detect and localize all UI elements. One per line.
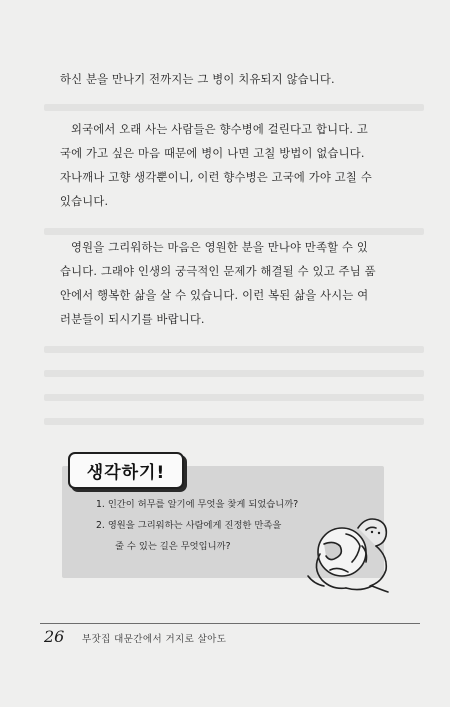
text-line: 자나깨나 고향 생각뿐이니, 이런 향수병은 고국에 가야 고칠 수 [60, 171, 372, 184]
question-2: 2. 영원을 그리워하는 사람에게 진정한 만족을 [96, 520, 282, 531]
bleed-through [44, 394, 424, 401]
text-line: 국에 가고 싶은 마음 때문에 병이 나면 고칠 방법이 없습니다. [60, 147, 365, 160]
think-box-title: 생각하기! [68, 452, 184, 489]
footer-rule [40, 623, 420, 624]
bleed-through [44, 228, 424, 235]
paragraph-2 [60, 118, 394, 214]
text-line: 안에서 행복한 삶을 살 수 있습니다. 이런 복된 삶을 사시는 여 [60, 289, 369, 302]
text-line: 하신 분을 만나기 전까지는 그 병이 치유되지 않습니다. [60, 73, 335, 86]
text-line: 영원을 그리워하는 마음은 영원한 분을 만나야 만족할 수 있 [71, 241, 369, 254]
question-1: 1. 인간이 허무를 알기에 무엇을 찾게 되었습니까? [96, 499, 299, 510]
bleed-through [44, 370, 424, 377]
bleed-through [44, 418, 424, 425]
bleed-through [44, 346, 424, 353]
question-list [96, 494, 328, 557]
paragraph-3 [60, 236, 394, 332]
text-line: 습니다. 그래야 인생의 궁극적인 문제가 해결될 수 있고 주님 품 [60, 265, 376, 278]
question-2-continued: 줄 수 있는 길은 무엇입니까? [115, 541, 231, 552]
bleed-through [44, 104, 424, 111]
globe-hug-illustration [300, 506, 400, 596]
paragraph-1 [60, 68, 394, 92]
text-line: 러분들이 되시기를 바랍니다. [60, 313, 205, 326]
text-line: 외국에서 오래 사는 사람들은 향수병에 걸린다고 합니다. 고 [71, 123, 369, 136]
page-number: 26 [44, 627, 65, 646]
text-line: 있습니다. [60, 195, 109, 208]
running-title: 부잣집 대문간에서 거지로 살아도 [82, 634, 227, 645]
